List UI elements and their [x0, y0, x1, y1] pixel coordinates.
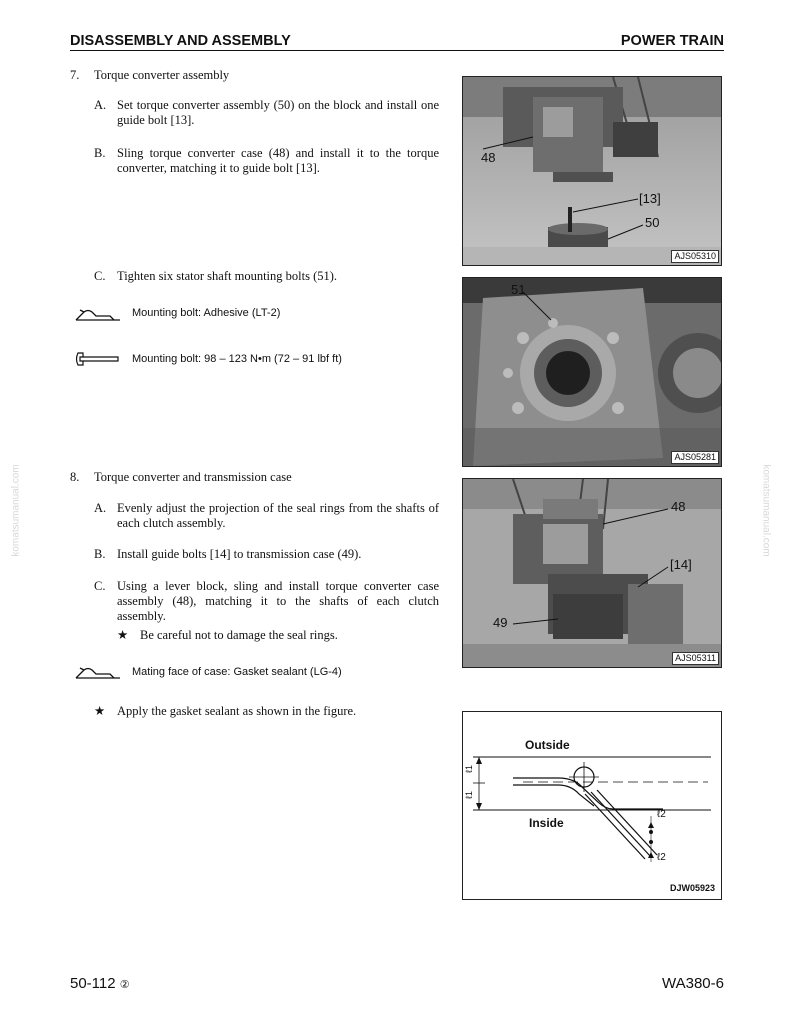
photo-code: AJS05311 [672, 652, 719, 665]
photo-transmission-case [462, 478, 722, 668]
step-7-title: Torque converter assembly [94, 68, 230, 82]
revision-mark: ② [119, 979, 130, 991]
watermark-right: komatsumanual.com [760, 464, 772, 557]
step-8a-label: A. [94, 501, 107, 515]
l2-top-label: ℓ2 [657, 809, 666, 820]
step-7a-label: A. [94, 98, 107, 112]
photo-stator-shaft-bolts [462, 277, 722, 467]
inside-label: Inside [529, 816, 564, 830]
chapter-title: POWER TRAIN [620, 33, 724, 49]
sealant-note: Mating face of case: Gasket sealant (LG-4) [132, 666, 342, 678]
label-48: 48 [481, 150, 496, 165]
l2-bottom-label: ℓ2 [657, 852, 666, 863]
label-14: [14] [670, 557, 692, 572]
label-13: [13] [639, 191, 661, 206]
step-8b-text: Install guide bolts [14] to transmission case (49). [117, 547, 362, 561]
step-7c-text: Tighten six stator shaft mounting bolts (51). [117, 269, 338, 283]
figure-code: DJW05923 [669, 883, 715, 893]
adhesive-note: Mounting bolt: Adhesive (LT-2) [132, 307, 281, 319]
model-name: WA380-6 [662, 975, 724, 992]
l1-bottom-label: ℓ1 [463, 791, 474, 799]
torque-wrench-icon [74, 350, 122, 368]
step-8b-label: B. [94, 547, 106, 561]
torque-note: Mounting bolt: 98 – 123 N•m (72 – 91 lbf ft) [132, 353, 342, 365]
sealant-instruction: Apply the gasket sealant as shown in the figure. [117, 704, 357, 718]
label-50: 50 [645, 215, 660, 230]
step-7b-label: B. [94, 146, 106, 160]
star-icon: ★ [94, 704, 106, 718]
page-number: 50-112 [70, 975, 116, 992]
header-rule [70, 50, 724, 51]
label-49: 49 [493, 615, 508, 630]
step-8-number: 8. [70, 470, 80, 484]
photo-code: AJS05310 [671, 250, 719, 263]
l1-top-label: ℓ1 [463, 765, 474, 773]
gasket-sealant-figure [462, 711, 722, 900]
adhesive-icon [74, 306, 122, 324]
step-7-number: 7. [70, 68, 80, 82]
section-title: DISASSEMBLY AND ASSEMBLY [70, 33, 291, 49]
step-8a-text: Evenly adjust the projection of the seal rings from the shafts of each clutch assembly. [117, 501, 439, 530]
step-7b-text: Sling torque converter case (48) and install it to the torque converter, matching it to guide bolt [13]. [117, 146, 439, 175]
step-7c-label: C. [94, 269, 106, 283]
step-8-title: Torque converter and transmission case [94, 470, 292, 484]
photo-code: AJS05281 [671, 451, 719, 464]
photo-torque-converter-assembly [462, 76, 722, 266]
page-number-block [70, 975, 130, 992]
label-51: 51 [511, 282, 526, 297]
step-8c-label: C. [94, 579, 106, 593]
step-8c-text: Using a lever block, sling and install torque converter case assembly (48), matching it to the shafts of each clutch assembly. [117, 579, 439, 623]
step-7a-text: Set torque converter assembly (50) on the block and install one guide bolt [13]. [117, 98, 439, 127]
label-48: 48 [671, 499, 686, 514]
caution-note: Be careful not to damage the seal rings. [140, 628, 338, 642]
star-icon: ★ [117, 628, 129, 642]
watermark-left: komatsumanual.com [10, 464, 22, 557]
sealant-icon [74, 664, 122, 682]
outside-label: Outside [525, 738, 570, 752]
